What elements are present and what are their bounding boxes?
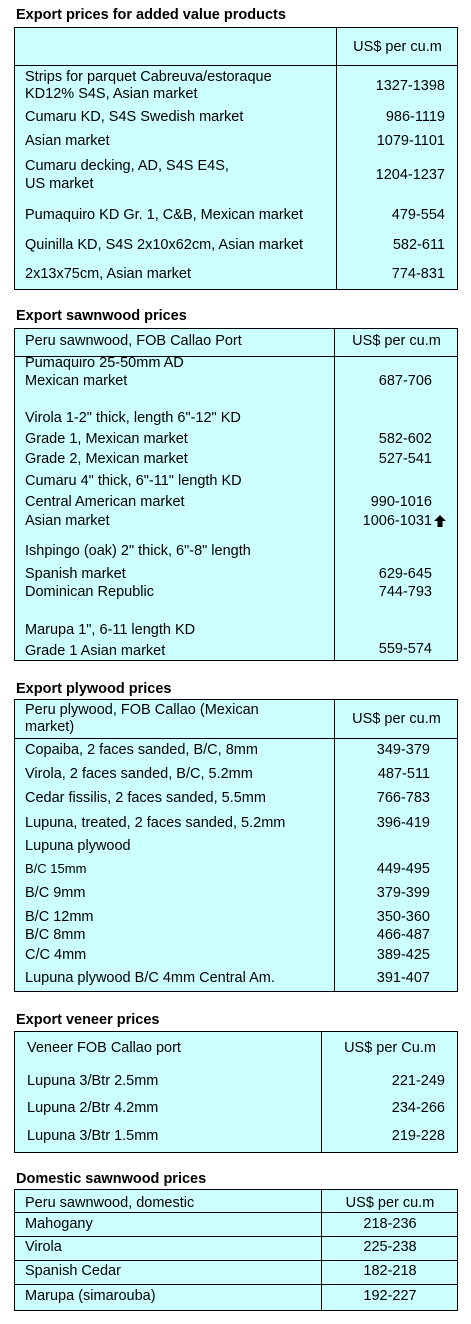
row-price: 379-399	[376, 885, 430, 901]
row-price: 1327-1398	[375, 78, 445, 94]
row-description: Lupuna plywood	[25, 838, 131, 854]
row-price: 192-227	[363, 1288, 417, 1304]
header-divider	[15, 65, 457, 66]
header-description-label: Peru plywood, FOB Callao (Mexican	[25, 702, 259, 718]
row-description: Grade 1 Asian market	[25, 643, 166, 659]
row-description: Virola 1-2" thick, length 6"-12" KD	[25, 410, 241, 426]
row-description: B/C 9mm	[25, 885, 86, 901]
row-description: B/C 12mm	[25, 909, 94, 925]
row-description: Marupa 1", 6-11 length KD	[25, 622, 196, 638]
row-price: 527-541	[378, 451, 432, 467]
table-sawnwood	[14, 328, 458, 661]
section-title-veneer: Export veneer prices	[16, 1012, 160, 1028]
row-description: Quinilla KD, S4S 2x10x62cm, Asian market	[25, 237, 304, 253]
row-description: 2x13x75cm, Asian market	[25, 266, 192, 282]
section-title-domestic-sawnwood: Domestic sawnwood prices	[16, 1171, 207, 1187]
header-price-label: US$ per cu.m	[345, 1195, 435, 1211]
section-title-added-value: Export prices for added value products	[16, 7, 286, 23]
row-description: Central American market	[25, 494, 185, 510]
row-price: 449-495	[376, 861, 430, 877]
row-description: Lupuna 3/Btr 1.5mm	[27, 1128, 159, 1144]
row-price: 221-249	[391, 1073, 445, 1089]
row-description: Spanish Cedar	[25, 1263, 121, 1279]
row-price: 234-266	[391, 1100, 445, 1116]
row-price: 629-645	[378, 566, 432, 582]
row-description: Virola, 2 faces sanded, B/C, 5.2mm	[25, 766, 253, 782]
row-description: KD12% S4S, Asian market	[25, 86, 198, 102]
row-price: 986-1119	[385, 109, 445, 125]
row-price: 389-425	[376, 947, 430, 963]
table-added-value	[14, 27, 458, 290]
row-price: 744-793	[378, 584, 432, 600]
row-price: 1079-1101	[376, 133, 445, 149]
header-description-label: market)	[25, 719, 75, 735]
header-price-label: US$ per Cu.m	[344, 1040, 436, 1056]
row-description: Cumaru KD, S4S Swedish market	[25, 109, 244, 125]
row-description: Spanish market	[25, 566, 126, 582]
row-price: 487-511	[377, 766, 430, 782]
row-price: 1006-1031	[362, 513, 432, 529]
row-description: US market	[25, 176, 94, 192]
table-plywood	[14, 699, 458, 992]
row-divider	[15, 1236, 457, 1237]
column-divider	[334, 700, 335, 991]
row-price: 479-554	[391, 207, 445, 223]
header-price-label: US$ per cu.m	[353, 39, 442, 55]
row-price-with-trend	[363, 512, 446, 530]
row-price: 774-831	[391, 266, 445, 282]
row-divider	[15, 1212, 457, 1213]
row-price: 225-238	[363, 1239, 417, 1255]
row-description: Marupa (simarouba)	[25, 1288, 156, 1304]
row-price: 990-1016	[370, 494, 432, 510]
row-description: Pumaquiro 25-50mm AD	[25, 355, 184, 371]
row-divider	[15, 1284, 457, 1285]
row-description: Grade 1, Mexican market	[25, 431, 188, 447]
row-divider	[15, 1260, 457, 1261]
section-title-plywood: Export plywood prices	[16, 681, 172, 697]
row-description: Copaiba, 2 faces sanded, B/C, 8mm	[25, 742, 258, 758]
row-price: 219-228	[391, 1128, 445, 1144]
header-price-label: US$ per cu.m	[352, 711, 441, 727]
row-price: 582-602	[378, 431, 432, 447]
row-price: 1204-1237	[375, 167, 445, 183]
up-arrow-icon	[434, 515, 446, 527]
header-description-label: Veneer FOB Callao port	[27, 1040, 181, 1056]
row-price: 466-487	[376, 927, 430, 943]
row-price: 396-419	[376, 815, 430, 831]
row-description: Lupuna 3/Btr 2.5mm	[27, 1073, 159, 1089]
header-divider	[15, 738, 457, 739]
row-price: 182-218	[363, 1263, 417, 1279]
row-price: 687-706	[378, 373, 432, 389]
row-description: Mahogany	[25, 1216, 93, 1232]
row-description: Grade 2, Mexican market	[25, 451, 188, 467]
section-title-sawnwood: Export sawnwood prices	[16, 308, 187, 324]
header-description-label: Peru sawnwood, domestic	[25, 1195, 195, 1211]
row-price: 218-236	[363, 1216, 417, 1232]
row-price: 391-407	[376, 970, 430, 986]
header-price-label: US$ per cu.m	[352, 333, 441, 349]
row-description: Cumaru 4" thick, 6"-11" length KD	[25, 473, 242, 489]
row-price: 349-379	[376, 742, 430, 758]
row-description: Lupuna plywood B/C 4mm Central Am.	[25, 970, 275, 986]
column-divider	[336, 28, 337, 289]
header-description-label: Peru sawnwood, FOB Callao Port	[25, 333, 242, 349]
row-price: 582-611	[392, 237, 445, 253]
row-description: Asian market	[25, 513, 110, 529]
row-description: Mexican market	[25, 373, 128, 389]
table-veneer	[14, 1031, 458, 1153]
row-description: Asian market	[25, 133, 110, 149]
column-divider	[334, 329, 335, 660]
row-price: 766-783	[376, 790, 430, 806]
row-description: Virola	[25, 1239, 62, 1255]
row-description: Lupuna, treated, 2 faces sanded, 5.2mm	[25, 815, 286, 831]
row-description: B/C 8mm	[25, 927, 86, 943]
row-description: Cumaru decking, AD, S4S E4S,	[25, 158, 229, 174]
row-description: Strips for parquet Cabreuva/estoraque	[25, 69, 272, 85]
table-domestic-sawnwood	[14, 1189, 458, 1311]
row-price: 559-574	[378, 641, 432, 657]
row-description: Ishpingo (oak) 2" thick, 6"-8" length	[25, 543, 251, 559]
row-price: 350-360	[376, 909, 430, 925]
row-description: Pumaquiro KD Gr. 1, C&B, Mexican market	[25, 207, 304, 223]
row-description: Cedar fissilis, 2 faces sanded, 5.5mm	[25, 790, 266, 806]
row-description: Lupuna 2/Btr 4.2mm	[27, 1100, 159, 1116]
row-description: B/C 15mm	[25, 861, 87, 876]
row-description: C/C 4mm	[25, 947, 87, 963]
row-description: Dominican Republic	[25, 584, 154, 600]
